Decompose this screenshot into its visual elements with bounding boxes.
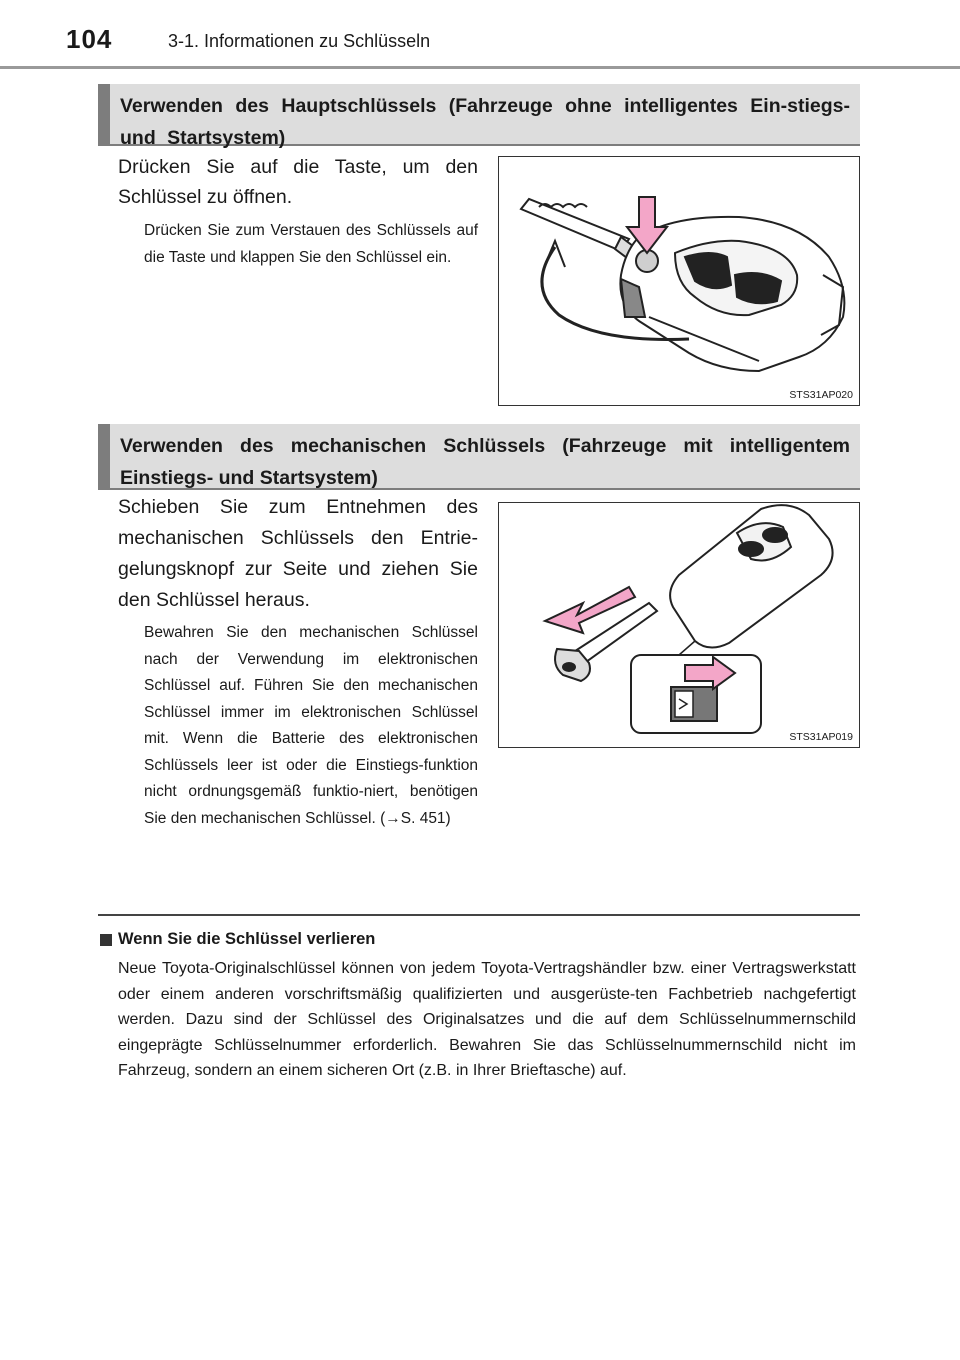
header-rule <box>0 66 960 69</box>
page-header <box>0 0 960 70</box>
figure-fold-key <box>498 156 860 406</box>
info-rule <box>98 914 860 916</box>
step-open-key: Drücken Sie auf die Taste, um den Schlüssel zu öffnen. <box>118 156 478 208</box>
heading-mechanical-key: Verwenden des mechanischen Schlüssels (Fahrzeuge mit intelligentem Einstiegs- und Startsystem) <box>98 424 860 490</box>
note-keep-key: Bewahren Sie den mechanischen Schlüssel nach der Verwendung im elektronischen Schlüssel auf. Führen Sie den mechanischen Schlüssel immer im elektronischen Schlüssel mit. Wenn die Batterie des elektronischen Schlüssels leer ist oder die Einstiegs-funktion nicht ordnungsgemäß funktio-niert, benötigen Sie den mechanischen Schlüssel. (→S. 451) <box>144 624 478 827</box>
section-title: 3-1. Informationen zu Schlüsseln <box>168 31 431 51</box>
page-number: 104 <box>66 24 113 54</box>
fold-key-icon <box>499 157 859 405</box>
smart-key-icon <box>499 503 859 747</box>
step-remove-key: Schieben Sie zum Entnehmen des mechanischen Schlüssels den Entrie-gelungsknopf zur Seite und ziehen Sie den Schlüssel heraus. <box>118 496 478 611</box>
figure-smart-key <box>498 502 860 748</box>
info-body: Neue Toyota-Originalschlüssel können von jedem Toyota-Vertragshändler bzw. einer Vertragswerkstatt oder einem anderen vorschriftsmäßig qualifizierten und ausgerüste-ten Fachbetrieb nachgefertigt werden. Dazu sind der Schlüssel des Originalsatzes und die auf dem Schlüsselnummernschild eingeprägte Schlüsselnummer erforderlich. Bewahren Sie das Schlüsselnummernschild nicht im Fahrzeug, sondern an einem sicheren Ort (z.B. in Ihrer Brieftasche) auf. <box>118 960 856 1079</box>
info-heading-text: Wenn Sie die Schlüssel verlieren <box>118 930 376 948</box>
heading-main-key: Verwenden des Hauptschlüssels (Fahrzeuge ohne intelligentes Ein-stiegs- und Startsystem) <box>98 84 860 146</box>
info-heading <box>100 930 375 949</box>
note-fold-key: Drücken Sie zum Verstauen des Schlüssels auf die Taste und klappen Sie den Schlüssel ein. <box>144 222 478 266</box>
figure-code-2: STS31AP019 <box>789 731 853 743</box>
square-bullet-icon <box>100 934 112 946</box>
figure-code-1: STS31AP020 <box>789 389 853 401</box>
